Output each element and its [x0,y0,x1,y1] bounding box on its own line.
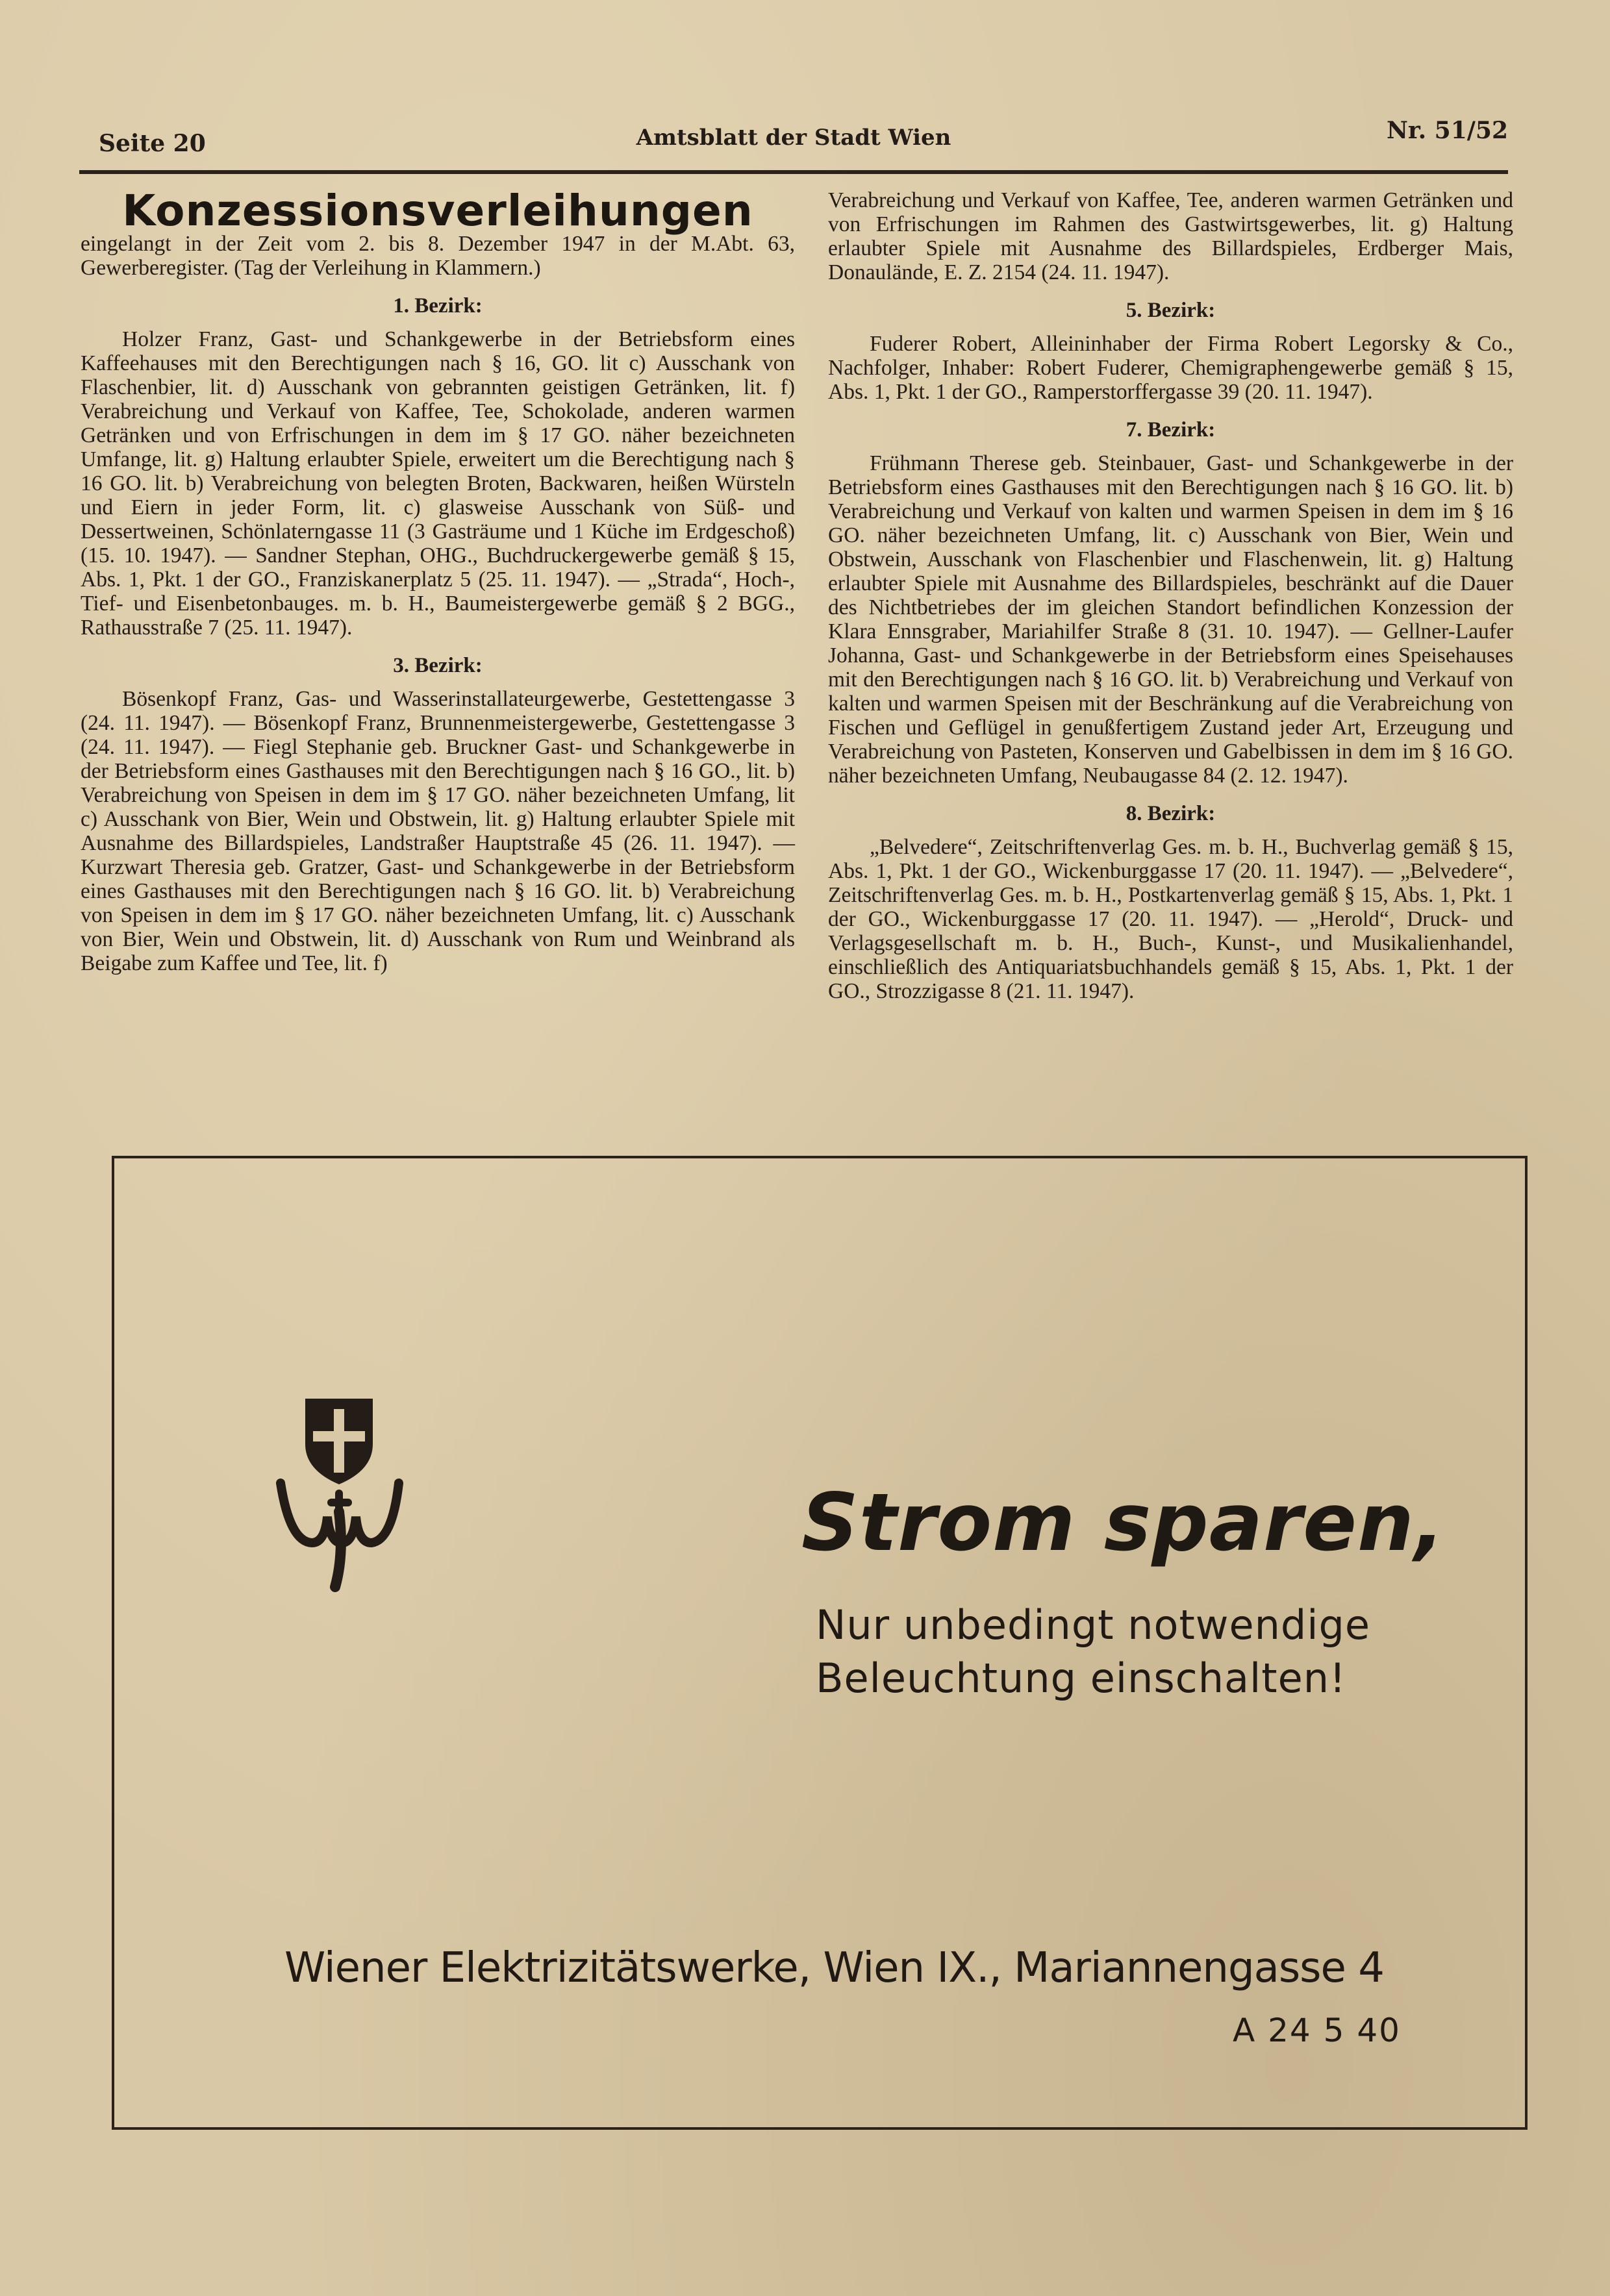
shield-cross-horizontal [313,1431,365,1441]
district-text-5: Fuderer Robert, Alleininhaber der Firma Robert Legorsky & Co., Nachfolger, Inhaber: Robert Fuderer, Chemigraphengewerbe gemäß § 15, Abs. 1, Pkt. 1 der GO., Ramperstorffergasse 39 (20. 11. 1947). [828,332,1513,404]
advertisement-box [112,1156,1528,2130]
district-text-8: „Belvedere“, Zeitschriftenverlag Ges. m. b. H., Buchverlag gemäß § 15, Abs. 1, Pkt. 1 der GO., Wickenburggasse 17 (20. 11. 1947). — „Belvedere“, Zeitschriftenverlag Ges. m. b. H., Postkartenverlag gemäß § 15, Abs. 1, Pkt. 1 der GO., Wickenburggasse 17 (20. 11. 1947). — „Herold“, Druck- und Verlagsgesellschaft m. b. H., Buch-, Kunst-, und Musikalienhandel, einschließlich des Antiquariatsbuchhandels gemäß § 15, Abs. 1, Pkt. 1 der GO., Strozzigasse 8 (21. 11. 1947). [828,835,1513,1003]
page-header [79,112,1508,164]
district-text-3: Bösenkopf Franz, Gas- und Wasserinstallateurgewerbe, Gestettengasse 3 (24. 11. 1947). — Bösenkopf Franz, Brunnenmeistergewerbe, Gestettengasse 3 (24. 11. 1947). — Fiegl Stephanie geb. Bruckner Gast- und Schankgewerbe in der Betriebsform eines Gasthauses mit den Berechtigungen nach § 16 GO., lit. b) Verabreichung von Speisen in dem im § 17 GO. näher bezeichneten Umfang, lit c) Ausschank von Bier, Wein und Obstwein, lit. g) Haltung erlaubter Spiele mit Ausnahme des Billardspieles, Landstraßer Hauptstraße 45 (26. 11. 1947). — Kurzwart Theresia geb. Gratzer, Gast- und Schankgewerbe in der Betriebsform eines Gasthauses mit den Berechtigungen nach § 16 GO. lit. b) Verabreichung von Speisen in dem im § 17 GO. näher bezeichneten Umfang, lit. c) Ausschank von Bier, Wein und Obstwein, lit. d) Ausschank von Rum und Weinbrand als Beigabe zum Kaffee und Tee, lit. f) [81,687,795,975]
monogram-right-w [342,1483,399,1543]
issue-number: Nr. 51/52 [1387,117,1508,144]
publication-title: Amtsblatt der Stadt Wien [636,125,951,151]
monogram-left-w [281,1483,342,1543]
district-heading-3: 3. Bezirk: [393,654,483,677]
ad-line-2: Beleuchtung einschalten! [816,1654,1346,1702]
monogram-stem [335,1512,341,1587]
district-text-3-continued: Verabreichung und Verkauf von Kaffee, Tee, anderen warmen Getränken und von Erfrischungen im Rahmen des Gastwirtsgewerbes, lit. g) Haltung erlaubter Spiele mit Ausnahme des Billardspieles, Erdberger Mais, Donaulände, E. Z. 2154 (24. 11. 1947). [828,188,1513,284]
ad-line-1: Nur unbedingt notwendige [816,1601,1370,1649]
district-text-7: Frühmann Therese geb. Steinbauer, Gast- und Schankgewerbe in der Betriebsform eines Gasthauses mit den Berechtigungen nach § 16 GO. lit. b) Verabreichung und Verkauf von kalten und warmen Speisen in dem im § 16 GO. näher bezeichneten Umfang, lit. c) Ausschank von Bier, Wein und Obstwein, Ausschank von Flaschenbier und Flaschenwein, lit. g) Haltung erlaubter Spiele mit Ausnahme des Billardspieles, beschränkt auf die Dauer des Nichtbetriebes der im gleichen Standort befindlichen Konzession der Klara Ennsgraber, Mariahilfer Straße 8 (31. 10. 1947). — Gellner-Laufer Johanna, Gast- und Schankgewerbe in der Betriebsform eines Speisehauses mit den Berechtigungen nach § 16 GO. lit. b) Verabreichung und Verkauf von kalten und warmen Speisen mit der Beschränkung auf die Verabreichung von Fischen und Geflügel in genußfertigem Zustand jeder Art, Erzeugung und Verabreichung von Pasteten, Konserven und Gabelbissen in dem im § 16 GO. näher bezeichneten Umfang, Neubaugasse 84 (2. 12. 1947). [828,451,1513,788]
ad-reference-code: A 24 5 40 [1233,2012,1401,2049]
page-number: Seite 20 [99,130,206,157]
left-column [81,188,795,975]
wiener-elektrizitaetswerke-logo [274,1373,404,1593]
header-rule [79,170,1508,174]
district-heading-1: 1. Bezirk: [393,294,483,318]
right-column [828,188,1513,1003]
district-heading-8: 8. Bezirk: [1126,802,1216,825]
article-title: Konzessionsverleihungen [122,186,753,236]
district-heading-7: 7. Bezirk: [1126,418,1216,442]
article-intro: eingelangt in der Zeit vom 2. bis 8. Dezember 1947 in der M.Abt. 63, Gewerberegister. (Tag der Verleihung in Klammern.) [81,232,795,280]
ad-headline: Strom sparen, [801,1477,1446,1569]
ad-company-address: Wiener Elektrizitätswerke, Wien IX., Mariannengasse 4 [284,1944,1384,1992]
district-text-1: Holzer Franz, Gast- und Schankgewerbe in der Betriebsform eines Kaffeehauses mit den Berechtigungen nach § 16, GO. lit c) Ausschank von Flaschenbier, lit. d) Ausschank von gebrannten geistigen Getränken, lit. f) Verabreichung und Verkauf von Kaffee, Tee, Schokolade, anderen warmen Getränken und von Erfrischungen in dem im § 17 GO. näher bezeichneten Umfange, lit. g) Haltung erlaubter Spiele, erweitert um die Berechtigung nach § 16 GO. lit. b) Verabreichung von belegten Broten, Backwaren, heißen Würsteln und Eiern in jeder Form, lit. c) glasweise Ausschank von Süß- und Dessertweinen, Schönlaterngasse 11 (3 Gasträume und 1 Küche im Erdgeschoß) (15. 10. 1947). — Sandner Stephan, OHG., Buchdruckergewerbe gemäß § 15, Abs. 1, Pkt. 1 der GO., Franziskanerplatz 5 (25. 11. 1947). — „Strada“, Hoch-, Tief- und Eisenbetonbauges. m. b. H., Baumeistergewerbe gemäß § 2 BGG., Rathausstraße 7 (25. 11. 1947). [81,327,795,640]
district-heading-5: 5. Bezirk: [1126,299,1216,322]
